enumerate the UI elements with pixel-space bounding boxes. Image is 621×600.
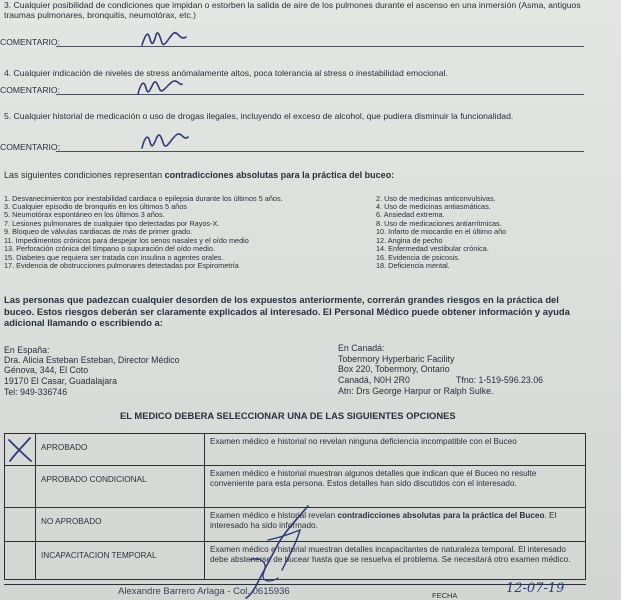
- check-mark-icon: [5, 434, 35, 464]
- date-label: FECHA: [432, 591, 458, 600]
- contact-canada-heading: En Canadá:: [338, 343, 385, 353]
- contact-line: Dra. Alicia Esteban Esteban, Director Médico: [4, 355, 180, 365]
- option-checkbox-aprobado-condicional[interactable]: [5, 466, 36, 508]
- option-checkbox-incapacitacion-temporal[interactable]: [5, 542, 36, 580]
- contact-line: 19170 El Casar, Guadalajara: [4, 376, 117, 386]
- option-desc-aprobado: Examen médico e historial no revelan ninguna deficiencia incompatible con el Buceo: [205, 434, 586, 466]
- contact-line: Génova, 344, El Coto: [4, 365, 89, 375]
- comment-line-3: [56, 46, 584, 47]
- option-label-aprobado: APROBADO: [36, 434, 205, 466]
- doctor-stamp: Alexandre Barrero Arlaga - Col. 0615936: [118, 586, 290, 597]
- contraindications-intro: Las siguientes condiciones representan contradicciones absolutas para la práctica del buceo:: [4, 170, 395, 180]
- comment-label-3: COMENTARIO:: [0, 37, 60, 47]
- list-item: 16. Evidencia de psicosis.: [376, 253, 460, 262]
- option-label-aprobado-condicional: APROBADO CONDICIONAL: [36, 466, 205, 508]
- list-item: 12. Angina de pecho: [376, 236, 443, 245]
- contact-line: Box 220, Tobermory, Ontario: [338, 364, 450, 374]
- question-3: 3. Cualquier posibilidad de condiciones que impidan o estorben la salida de aire de los pulmones durante el ascenso en una inmersión (Asma, antiguos traumas pulmonares, bronquitis, neumotórax, etc.): [4, 0, 581, 20]
- list-item: 11. Impedimentos crónicos para despejar los senos nasales y el oído medio: [4, 236, 249, 245]
- risk-warning: Las personas que padezcan cualquier desorden de los expuestos anteriormente, correrán grandes riesgos en la práctica del buceo. Estos riesgos deberán ser claramente explicados al interesado. El Personal Médico puede obtener información y ayuda adicional llamando o escribiendo a:: [4, 294, 570, 328]
- contact-line: Tobermory Hyperbaric Facility: [338, 354, 455, 364]
- footer: [0, 581, 621, 600]
- option-checkbox-aprobado[interactable]: [5, 434, 36, 466]
- option-label-no-aprobado: NO APROBADO: [36, 508, 205, 542]
- contact-line: Atn: Drs George Harpur or Ralph Sulke.: [338, 386, 494, 396]
- comment-label-4: COMENTARIO:: [0, 85, 60, 95]
- list-item: 5. Neumotórax espontáneo en los últimos 3 años.: [4, 210, 165, 219]
- question-5: 5. Cualquier historial de medicación o uso de drogas ilegales, incluyendo el exceso de alcohol, que pudiera disminuir la funcionalidad.: [4, 111, 514, 121]
- question-4: 4. Cualquier indicación de niveles de stress anómalamente altos, poca tolerancia al stress o inestabilidad emocional.: [4, 68, 448, 78]
- list-item: 4. Uso de medicinas antiasmáticas.: [376, 202, 491, 211]
- comment-line-5: [56, 151, 584, 152]
- list-item: 14. Enfermedad vestibular crónica.: [376, 244, 489, 253]
- comment-label-5: COMENTARIO:: [0, 142, 60, 152]
- option-desc-no-aprobado: Examen médico e historial revelan contradicciones absolutas para la práctica del Buceo. El interesado ha sido informado.: [205, 508, 586, 542]
- list-item: 1. Desvanecimientos por inestabilidad cardiaca o epilepsia durante los últimos 5 años.: [4, 194, 283, 203]
- list-item: 10. Infarto de miocardio en el último año: [376, 227, 507, 236]
- option-row-aprobado: [5, 434, 586, 466]
- list-item: 6. Ansiedad extrema.: [376, 210, 445, 219]
- list-item: 9. Bloqueo de válvulas cardiacas de más de primer grado.: [4, 227, 193, 236]
- list-item: 3. Cualquier episodio de bronquitis en los últimos 5 años: [4, 202, 187, 211]
- date-value: 12-07-19: [506, 581, 565, 596]
- list-item: 8. Uso de medicaciones antiarrítmicas.: [376, 219, 502, 228]
- list-item: 15. Diabetes que requiera ser tratada con insulina o agentes orales.: [4, 253, 224, 262]
- option-checkbox-no-aprobado[interactable]: [5, 508, 36, 542]
- options-heading: EL MEDICO DEBERA SELECCIONAR UNA DE LAS SIGUIENTES OPCIONES: [120, 410, 456, 421]
- list-item: 7. Lesiones pulmonares de cualquier tipo detectadas por Rayos-X.: [4, 219, 220, 228]
- list-item: 17. Evidencia de obstrucciones pulmonares detectadas por Espirometría: [4, 261, 239, 270]
- contact-phone: Tfno: 1-519-596.23.06: [456, 375, 544, 385]
- footer-rule: [4, 584, 586, 585]
- handwritten-comment-4: [136, 74, 184, 98]
- option-label-incapacitacion-temporal: INCAPACITACION TEMPORAL: [36, 542, 205, 580]
- option-desc-aprobado-condicional: Examen médico e historial muestran algunos detalles que indican que el Buceo no resulte conveniente para esta persona. Estos detalles han sido discutidos con el interesado.: [205, 466, 586, 508]
- handwritten-comment-5: [140, 128, 190, 154]
- option-desc-incapacitacion-temporal: Examen médico e historial muestran detalles incapacitantes de naturaleza temporal. El interesado debe abstenerse de bucear hasta que se resuelva el problema. Se necesitará otro examen médico.: [205, 542, 586, 580]
- list-item: 13. Perforación crónica del tímpano o supuración del oído medio.: [4, 244, 215, 253]
- list-item: 2. Uso de medicinas anticonvulsivas.: [376, 194, 496, 203]
- contact-line: Tel: 949-336746: [4, 387, 68, 397]
- contact-spain-heading: En España:: [4, 345, 50, 355]
- handwritten-comment-3: [140, 27, 190, 51]
- list-item: 18. Deficiencia mental.: [376, 261, 450, 270]
- contact-line: Canadá, N0H 2R0: [338, 375, 410, 385]
